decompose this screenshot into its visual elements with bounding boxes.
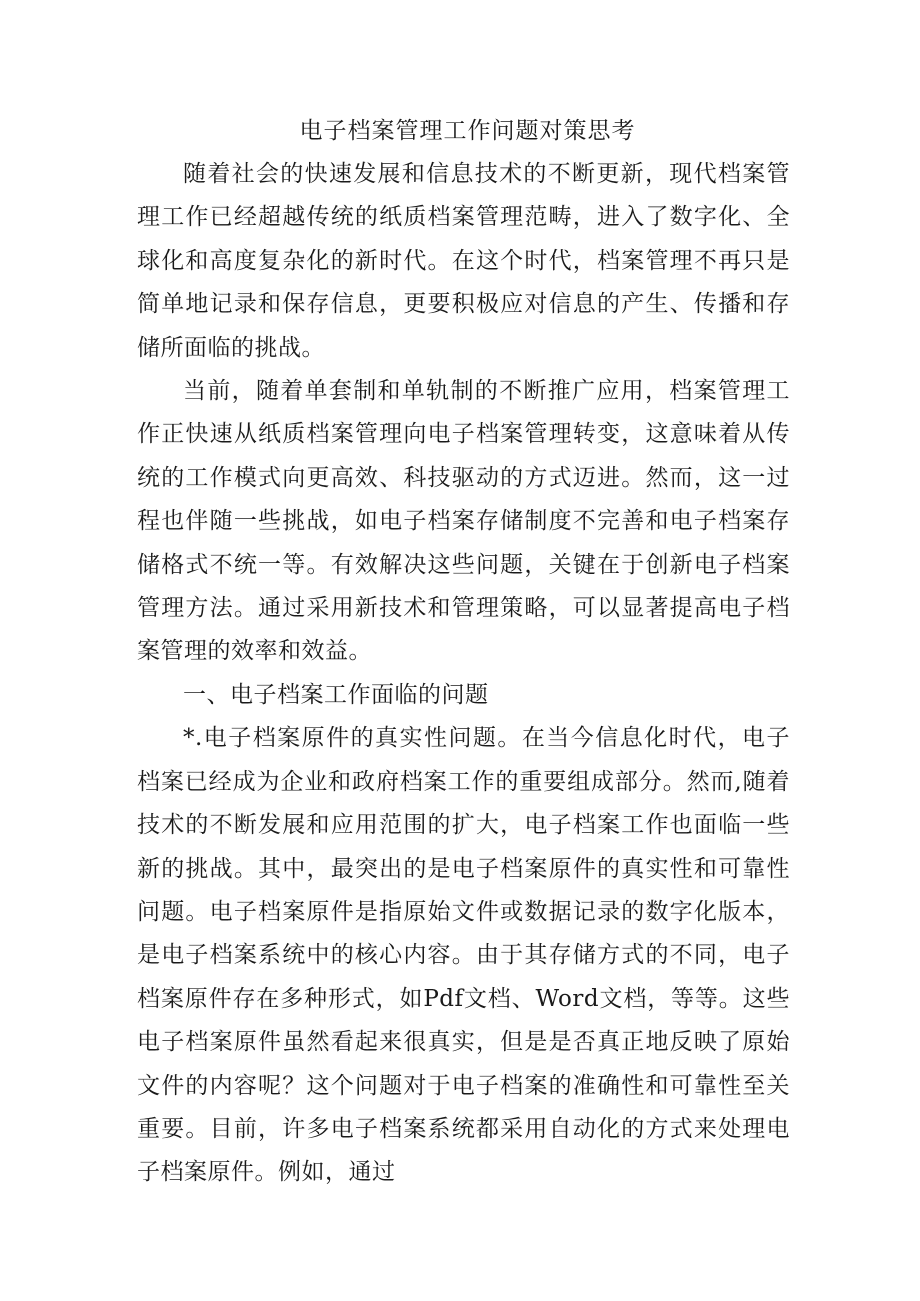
intro-paragraph-1: 随着社会的快速发展和信息技术的不断更新，现代档案管理工作已经超越传统的纸质档案管理范畴，进入了数字化、全球化和高度复杂化的新时代。在这个时代，档案管理不再只是简单地记录和保存信息，更要积极应对信息的产生、传播和存储所面临的挑战。 xyxy=(137,161,790,361)
document-body xyxy=(137,110,790,1195)
section-heading: 一、电子档案工作面临的问题 xyxy=(183,681,489,708)
document-title: 电子档案管理工作问题对策思考 xyxy=(299,118,636,144)
intro-paragraph-2: 当前，随着单套制和单轨制的不断推广应用，档案管理工作正快速从纸质档案管理向电子档案管理转变，这意味着从传统的工作模式向更高效、科技驱动的方式迈进。然而，这一过程也伴随一些挑战，如电子档案存储制度不完善和电子档案存储格式不统一等。有效解决这些问题，关键在于创新电子档案管理方法。通过采用新技术和管理策略，可以显著提高电子档案管理的效率和效益。 xyxy=(137,378,790,665)
section-paragraph: *.电子档案原件的真实性问题。在当今信息化时代，电子档案已经成为企业和政府档案工作的重要组成部分。然而,随着技术的不断发展和应用范围的扩大，电子档案工作也面临一些新的挑战。其中，最突出的是电子档案原件的真实性和可靠性问题。电子档案原件是指原始文件或数据记录的数字化版本，是电子档案系统中的核心内容。由于其存储方式的不同，电子档案原件存在多种形式，如Pdf文档、Word文档，等等。这些电子档案原件虽然看起来很真实，但是是否真正地反映了原始文件的内容呢？这个问题对于电子档案的准确性和可靠性至关重要。目前，许多电子档案系统都采用自动化的方式来处理电子档案原件。例如，通过 xyxy=(137,725,790,1186)
